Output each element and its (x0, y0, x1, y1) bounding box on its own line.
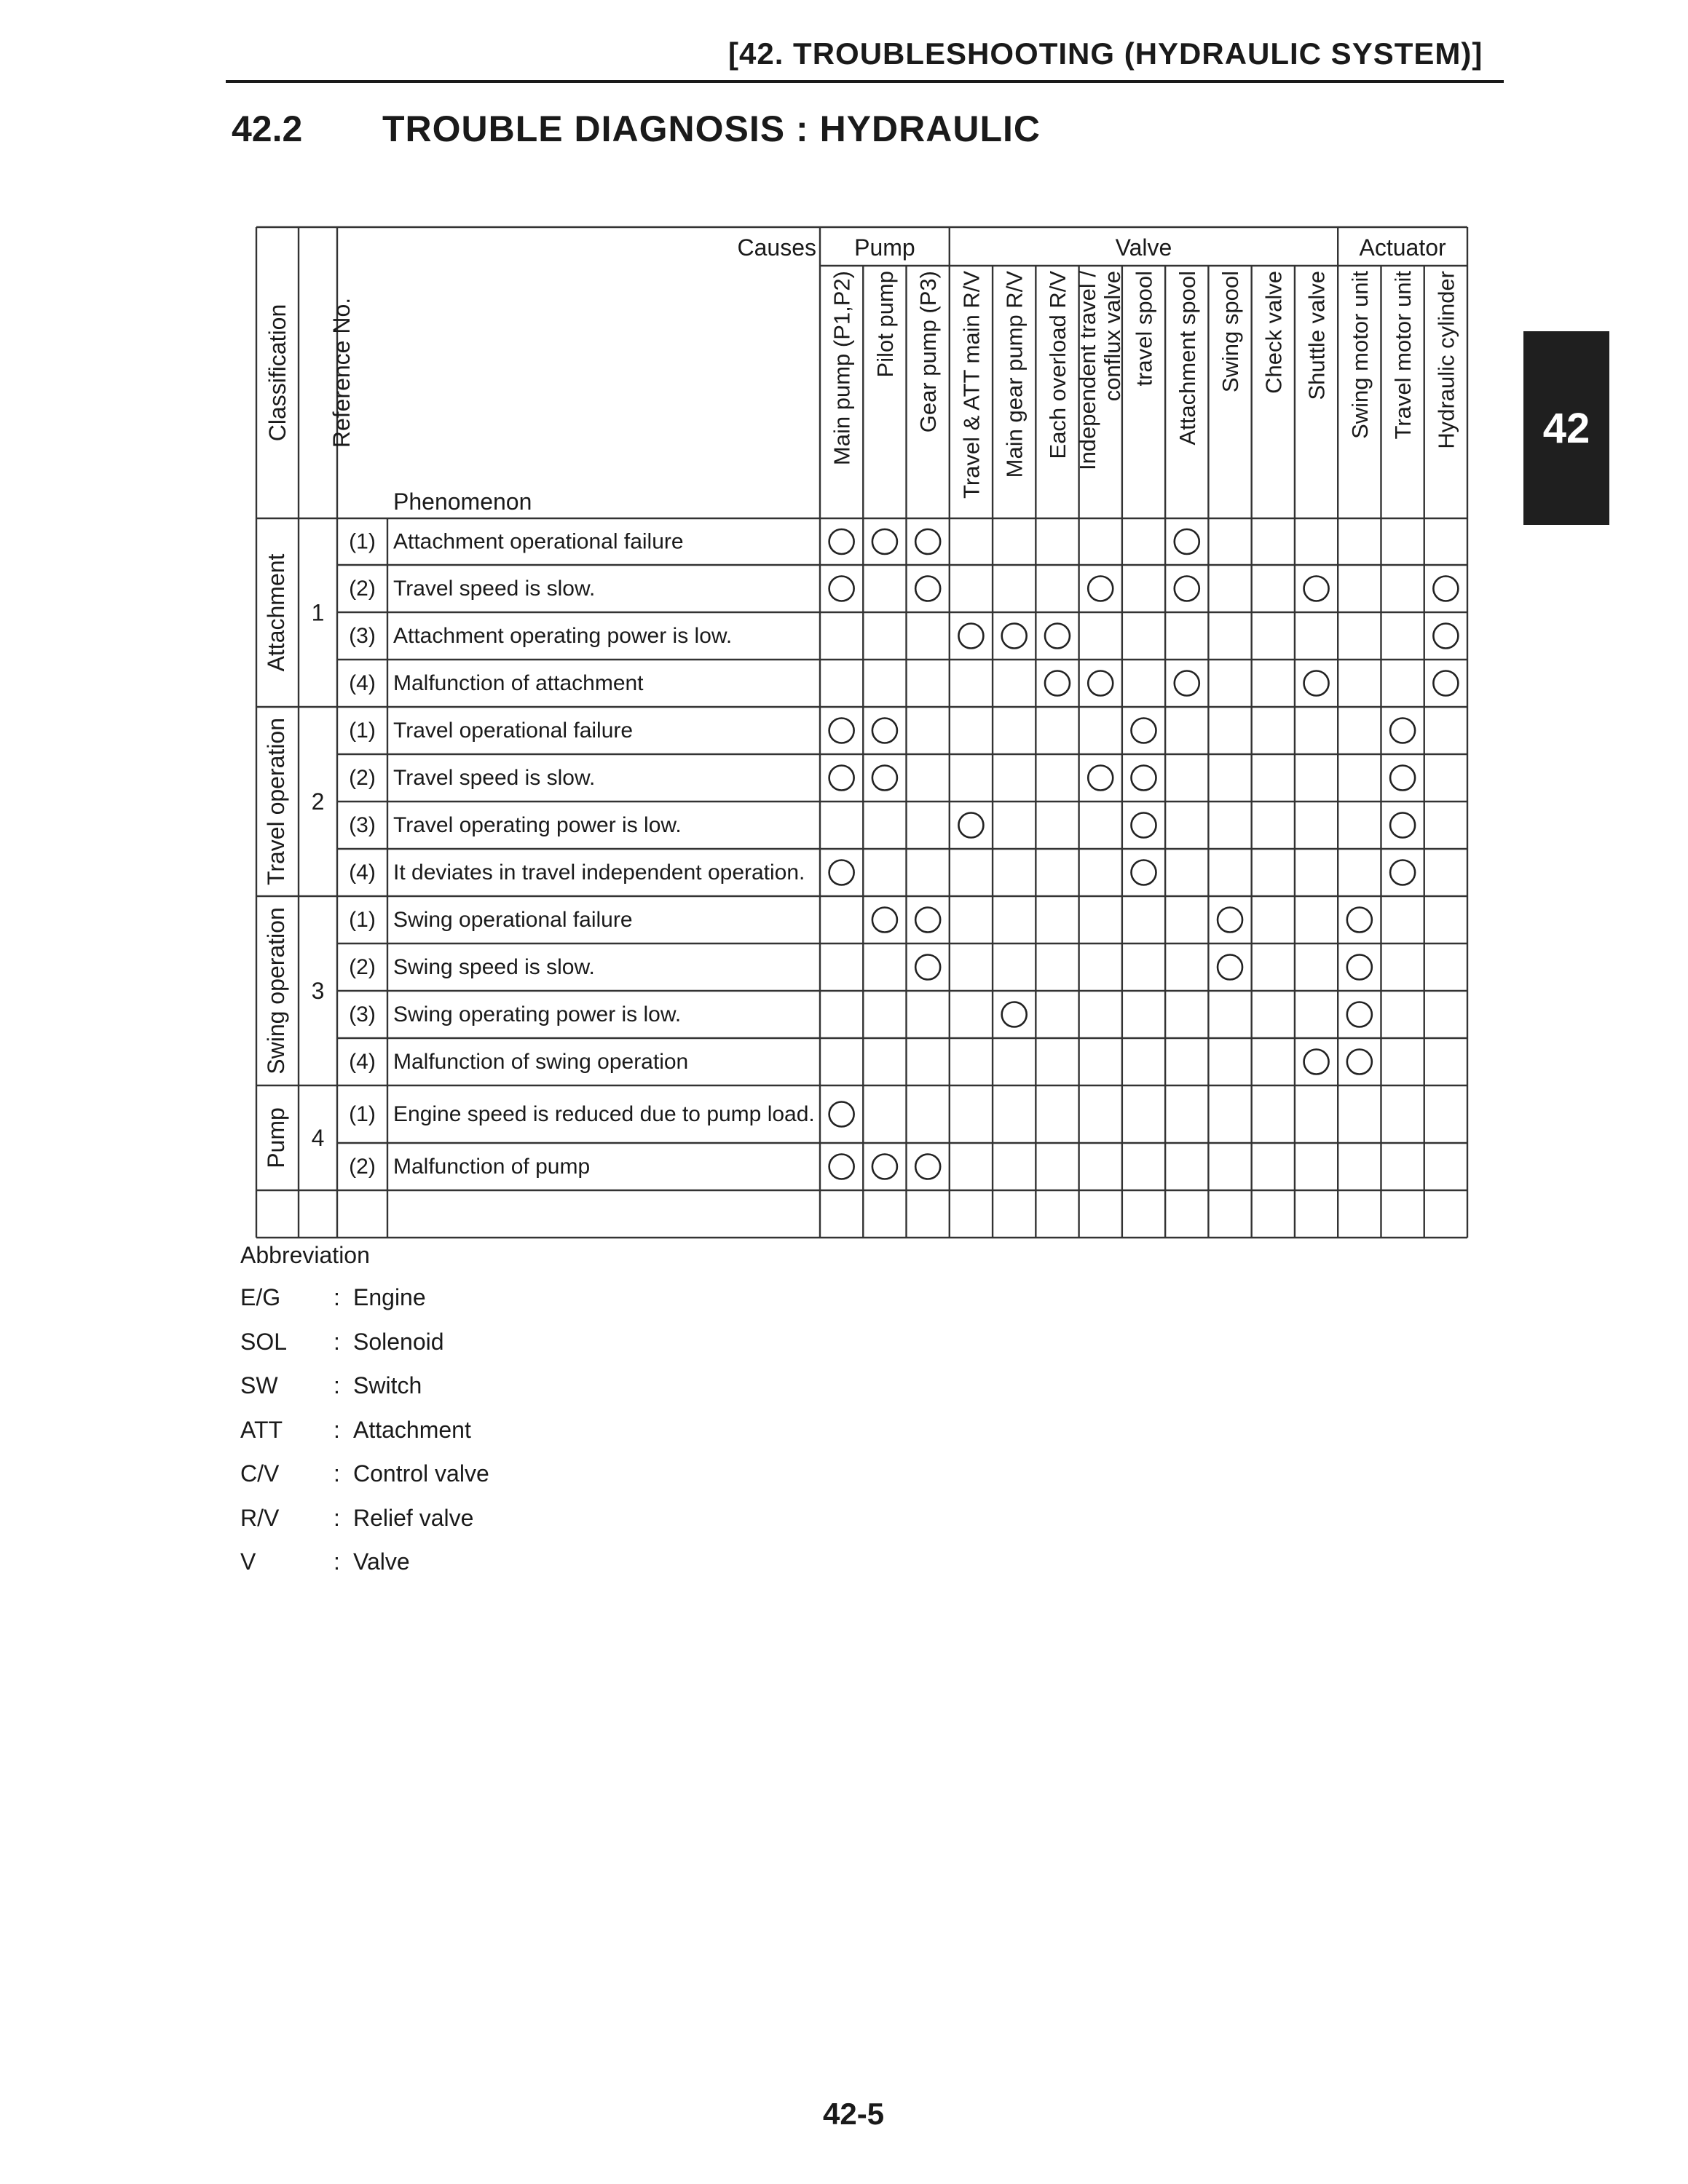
row-sub-number: (3) (349, 813, 376, 837)
row-sub-number: (1) (349, 908, 376, 932)
cause-mark (829, 860, 854, 885)
cause-mark (829, 1102, 854, 1127)
classification-label: Pump (263, 1107, 289, 1168)
cause-mark (1218, 955, 1242, 980)
classification-label: Attachment (263, 553, 289, 672)
row-sub-number: (3) (349, 624, 376, 648)
cause-mark (915, 955, 940, 980)
cause-column-header: travel spool (1131, 271, 1157, 387)
cause-mark (872, 908, 897, 933)
cause-column-header: Pilot pump (872, 271, 898, 378)
abbreviation-code: SOL (240, 1328, 288, 1355)
cause-mark (1175, 671, 1199, 696)
row-sub-number: (4) (349, 1050, 376, 1074)
cause-mark (915, 529, 940, 554)
cause-mark (829, 529, 854, 554)
page-header-title: [42. TROUBLESHOOTING (HYDRAULIC SYSTEM)] (728, 36, 1483, 71)
cause-mark (1304, 1050, 1329, 1075)
phenomenon-text: Malfunction of pump (393, 1155, 591, 1179)
abbreviation-colon: : (334, 1460, 340, 1487)
cause-column-header: Shuttle valve (1304, 271, 1330, 400)
cause-mark (1304, 671, 1329, 696)
cause-mark (915, 577, 940, 601)
abbreviation-code: R/V (240, 1504, 280, 1531)
cause-mark (1433, 624, 1458, 649)
page-number: 42-5 (823, 2097, 885, 2131)
abbreviation-colon: : (334, 1416, 340, 1443)
cause-mark (829, 577, 854, 601)
abbreviation-definition: Switch (353, 1372, 422, 1398)
cause-mark (1347, 908, 1372, 933)
cause-mark (1433, 671, 1458, 696)
cause-mark (1304, 577, 1329, 601)
cause-column-header: Attachment spool (1174, 271, 1200, 446)
reference-number: 1 (311, 599, 325, 626)
classification-label: Swing operation (263, 907, 289, 1075)
group-header-actuator: Actuator (1359, 234, 1446, 261)
cause-mark (915, 908, 940, 933)
abbreviation-colon: : (334, 1284, 340, 1310)
cause-mark (829, 1155, 854, 1179)
abbreviation-colon: : (334, 1328, 340, 1355)
cause-column-header: Hydraulic cylinder (1433, 271, 1459, 449)
cause-mark (1002, 624, 1027, 649)
row-sub-number: (3) (349, 1002, 376, 1026)
phenomenon-text: Malfunction of attachment (393, 671, 644, 695)
abbreviation-colon: : (334, 1372, 340, 1398)
cause-mark (872, 529, 897, 554)
cause-mark (1132, 719, 1156, 743)
cause-mark (829, 766, 854, 791)
classification-header: Classification (264, 304, 291, 442)
row-sub-number: (1) (349, 1102, 376, 1126)
cause-mark (1390, 813, 1415, 838)
abbreviation-code: V (240, 1548, 256, 1575)
row-sub-number: (1) (349, 719, 376, 743)
phenomenon-text: Travel speed is slow. (393, 766, 596, 790)
row-sub-number: (1) (349, 529, 376, 554)
abbreviation-code: C/V (240, 1460, 280, 1487)
cause-mark (1002, 1002, 1027, 1027)
cause-column-header: Swing motor unit (1346, 271, 1373, 439)
cause-column-header: conflux valve (1100, 271, 1126, 402)
cause-mark (872, 766, 897, 791)
cause-mark (1390, 860, 1415, 885)
phenomenon-text: Engine speed is reduced due to pump load. (393, 1102, 815, 1126)
cause-mark (958, 813, 983, 838)
section-number: 42.2 (232, 108, 303, 149)
reference-header: Reference No. (328, 297, 355, 448)
row-sub-number: (4) (349, 860, 376, 885)
group-header-valve: Valve (1115, 234, 1172, 261)
cause-mark (915, 1155, 940, 1179)
cause-mark (1175, 577, 1199, 601)
classification-label: Travel operation (263, 717, 289, 886)
abbreviation-definition: Valve (353, 1548, 410, 1575)
abbreviation-code: E/G (240, 1284, 281, 1310)
cause-column-header: Main gear pump R/V (1001, 271, 1028, 478)
cause-mark (1088, 671, 1113, 696)
phenomenon-text: Malfunction of swing operation (393, 1050, 689, 1074)
abbreviation-definition: Relief valve (353, 1504, 474, 1531)
cause-mark (1132, 766, 1156, 791)
cause-mark (1390, 719, 1415, 743)
cause-mark (1347, 1050, 1372, 1075)
row-sub-number: (2) (349, 577, 376, 601)
cause-mark (1132, 860, 1156, 885)
abbreviation-code: ATT (240, 1416, 283, 1443)
cause-mark (1347, 955, 1372, 980)
cause-mark (1390, 766, 1415, 791)
cause-column-header: Travel motor unit (1390, 271, 1416, 440)
row-sub-number: (2) (349, 1155, 376, 1179)
group-header-pump: Pump (854, 234, 915, 261)
cause-mark (1045, 624, 1070, 649)
phenomenon-text: Swing operating power is low. (393, 1002, 682, 1026)
phenomenon-text: It deviates in travel independent operation. (393, 860, 805, 885)
phenomenon-text: Attachment operational failure (393, 529, 684, 554)
cause-column-header: Each overload R/V (1044, 271, 1070, 459)
phenomenon-text: Swing speed is slow. (393, 955, 595, 979)
cause-column-header: Swing spool (1218, 271, 1244, 393)
cause-mark (872, 719, 897, 743)
phenomenon-text: Attachment operating power is low. (393, 624, 733, 648)
cause-column-header: Check valve (1261, 271, 1287, 394)
abbreviation-title: Abbreviation (240, 1242, 370, 1268)
phenomenon-text: Travel operating power is low. (393, 813, 682, 837)
reference-number: 4 (311, 1125, 325, 1151)
section-title: TROUBLE DIAGNOSIS : HYDRAULIC (382, 108, 1041, 149)
row-sub-number: (4) (349, 671, 376, 695)
cause-mark (1088, 577, 1113, 601)
reference-number: 3 (311, 978, 325, 1004)
abbreviation-definition: Solenoid (353, 1328, 444, 1355)
cause-column-header: Travel & ATT main R/V (958, 271, 985, 499)
abbreviation-definition: Control valve (353, 1460, 489, 1487)
abbreviation-definition: Attachment (353, 1416, 471, 1443)
abbreviation-definition: Engine (353, 1284, 426, 1310)
phenomenon-text: Swing operational failure (393, 908, 633, 932)
cause-mark (1132, 813, 1156, 838)
row-sub-number: (2) (349, 766, 376, 790)
row-sub-number: (2) (349, 955, 376, 979)
cause-mark (1088, 766, 1113, 791)
abbreviation-code: SW (240, 1372, 278, 1398)
cause-mark (1347, 1002, 1372, 1027)
abbreviation-colon: : (334, 1548, 340, 1575)
phenomenon-label: Phenomenon (393, 488, 532, 515)
cause-column-header: Gear pump (P3) (915, 271, 942, 433)
cause-column-header: Main pump (P1,P2) (829, 271, 855, 466)
cause-mark (1218, 908, 1242, 933)
abbreviation-colon: : (334, 1504, 340, 1531)
cause-mark (1175, 529, 1199, 554)
cause-mark (1433, 577, 1458, 601)
cause-mark (872, 1155, 897, 1179)
cause-mark (1045, 671, 1070, 696)
cause-mark (958, 624, 983, 649)
chapter-tab-label: 42 (1542, 404, 1590, 452)
cause-column-header: Independent travel / (1075, 271, 1101, 471)
reference-number: 2 (311, 788, 325, 815)
phenomenon-text: Travel operational failure (393, 719, 634, 743)
cause-mark (829, 719, 854, 743)
causes-label: Causes (737, 234, 816, 261)
phenomenon-text: Travel speed is slow. (393, 577, 596, 601)
